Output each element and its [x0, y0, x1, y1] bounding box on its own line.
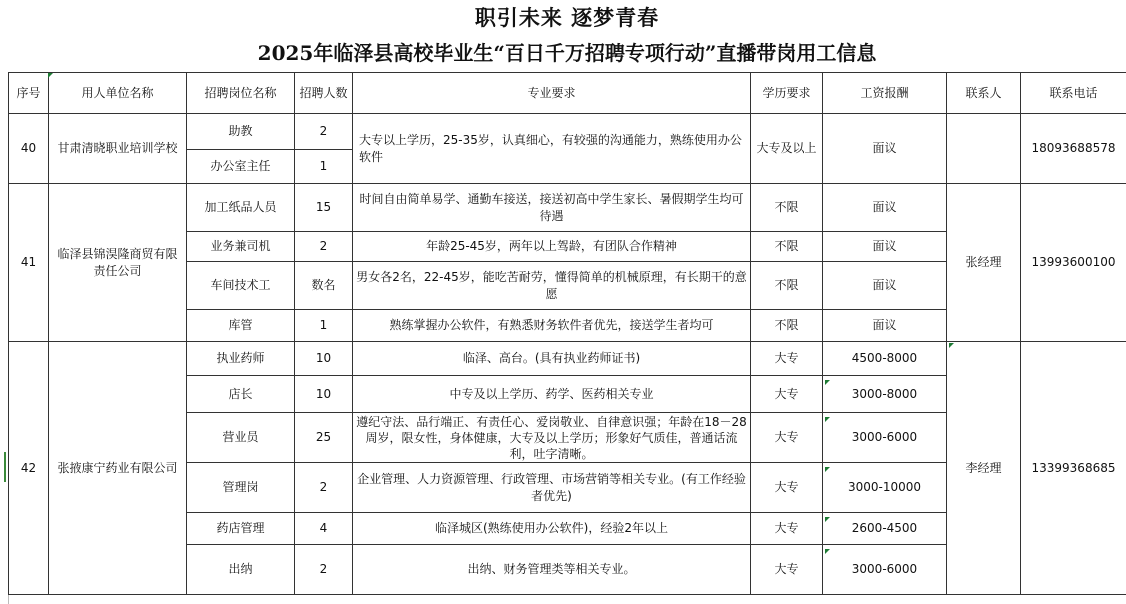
table-row [9, 114, 1126, 150]
contact-cell [947, 114, 1021, 184]
header-education: 学历要求 [751, 73, 823, 114]
position-cell: 库管 [187, 310, 295, 342]
count-cell: 2 [295, 463, 353, 513]
company-cell: 张掖康宁药业有限公司 [49, 342, 187, 595]
education-cell: 大专 [751, 463, 823, 513]
title-line-1: 职引未来 逐梦青春 [474, 5, 660, 30]
seq-cell: 42 [9, 342, 49, 595]
row-gutter-marker [4, 452, 6, 482]
position-cell: 车间技术工 [187, 262, 295, 310]
education-cell: 大专 [751, 513, 823, 545]
salary-cell: 面议 [823, 184, 947, 232]
title-line-2: 2025年临泽县高校毕业生“百日千万招聘专项行动”直播带岗用工信息 [257, 41, 877, 65]
requirement-cell: 熟练掌握办公软件，有熟悉财务软件者优先，接送学生者均可 [353, 310, 751, 342]
table-row [9, 184, 1126, 232]
education-cell: 不限 [751, 262, 823, 310]
requirement-cell: 年龄25-45岁，两年以上驾龄，有团队合作精神 [353, 232, 751, 262]
document-title [8, 0, 1126, 72]
count-cell: 数名 [295, 262, 353, 310]
requirement-cell: 临泽城区(熟练使用办公软件)，经验2年以上 [353, 513, 751, 545]
count-cell: 2 [295, 114, 353, 150]
cell-comment-marker [949, 343, 954, 348]
header-position: 招聘岗位名称 [187, 73, 295, 114]
salary-cell: 3000-6000 [823, 413, 947, 463]
contact-cell: 李经理 [947, 342, 1021, 595]
count-cell: 10 [295, 342, 353, 376]
count-cell: 25 [295, 413, 353, 463]
table-row [9, 342, 1126, 376]
education-cell: 不限 [751, 232, 823, 262]
header-salary: 工资报酬 [823, 73, 947, 114]
count-cell: 1 [295, 150, 353, 184]
count-cell: 1 [295, 310, 353, 342]
phone-cell: 18093688578 [1021, 114, 1126, 184]
education-cell: 大专 [751, 376, 823, 413]
header-count: 招聘人数 [295, 73, 353, 114]
position-cell: 执业药师 [187, 342, 295, 376]
header-phone: 联系电话 [1021, 73, 1126, 114]
salary-cell: 面议 [823, 262, 947, 310]
count-cell: 15 [295, 184, 353, 232]
salary-cell: 3000-10000 [823, 463, 947, 513]
header-requirement: 专业要求 [353, 73, 751, 114]
company-cell: 临泽县锦淏隆商贸有限责任公司 [49, 184, 187, 342]
salary-cell: 3000-8000 [823, 376, 947, 413]
cell-comment-marker [825, 549, 830, 554]
education-cell: 大专 [751, 342, 823, 376]
phone-cell: 13399368685 [1021, 342, 1126, 595]
phone-cell: 13993600100 [1021, 184, 1126, 342]
header-seq: 序号 [9, 73, 49, 114]
seq-cell: 40 [9, 114, 49, 184]
position-cell: 营业员 [187, 413, 295, 463]
contact-cell: 张经理 [947, 184, 1021, 342]
header-row [9, 73, 1126, 114]
requirement-cell: 中专及以上学历、药学、医药相关专业 [353, 376, 751, 413]
position-cell: 药店管理 [187, 513, 295, 545]
requirement-cell: 临泽、高台。(具有执业药师证书) [353, 342, 751, 376]
position-cell: 店长 [187, 376, 295, 413]
position-cell: 出纳 [187, 545, 295, 595]
requirement-cell: 出纳、财务管理类等相关专业。 [353, 545, 751, 595]
header-contact: 联系人 [947, 73, 1021, 114]
requirement-cell: 男女各2名，22-45岁，能吃苦耐劳，懂得简单的机械原理，有长期干的意愿 [353, 262, 751, 310]
requirement-cell: 遵纪守法、品行端正、有责任心、爱岗敬业、自律意识强；年龄在18－28周岁，限女性，身体健康，大专及以上学历；形象好气质佳，普通话流利，吐字清晰。 [353, 413, 751, 463]
requirement-cell: 企业管理、人力资源管理、行政管理、市场营销等相关专业。(有工作经验者优先) [353, 463, 751, 513]
position-cell: 业务兼司机 [187, 232, 295, 262]
position-cell: 管理岗 [187, 463, 295, 513]
salary-cell: 面议 [823, 114, 947, 184]
education-cell: 不限 [751, 310, 823, 342]
position-cell: 办公室主任 [187, 150, 295, 184]
cell-comment-marker [825, 417, 830, 422]
company-cell: 甘肃清晓职业培训学校 [49, 114, 187, 184]
cell-comment-marker [825, 467, 830, 472]
cell-comment-marker [825, 380, 830, 385]
salary-cell: 4500-8000 [823, 342, 947, 376]
salary-cell: 面议 [823, 310, 947, 342]
salary-cell: 面议 [823, 232, 947, 262]
education-cell: 不限 [751, 184, 823, 232]
salary-cell: 2600-4500 [823, 513, 947, 545]
count-cell: 10 [295, 376, 353, 413]
education-cell: 大专 [751, 545, 823, 595]
salary-cell: 3000-6000 [823, 545, 947, 595]
education-cell: 大专及以上 [751, 114, 823, 184]
count-cell: 2 [295, 545, 353, 595]
cell-comment-marker [48, 73, 53, 78]
position-cell: 助教 [187, 114, 295, 150]
count-cell: 4 [295, 513, 353, 545]
header-company: 用人单位名称 [49, 73, 187, 114]
education-cell: 大专 [751, 413, 823, 463]
requirement-cell: 大专以上学历，25-35岁，认真细心，有较强的沟通能力，熟练使用办公软件 [353, 114, 751, 184]
seq-cell: 41 [9, 184, 49, 342]
job-info-table [8, 72, 1126, 595]
position-cell: 加工纸品人员 [187, 184, 295, 232]
count-cell: 2 [295, 232, 353, 262]
cell-comment-marker [825, 517, 830, 522]
requirement-cell: 时间自由简单易学、通勤车接送，接送初高中学生家长、暑假期学生均可待遇 [353, 184, 751, 232]
